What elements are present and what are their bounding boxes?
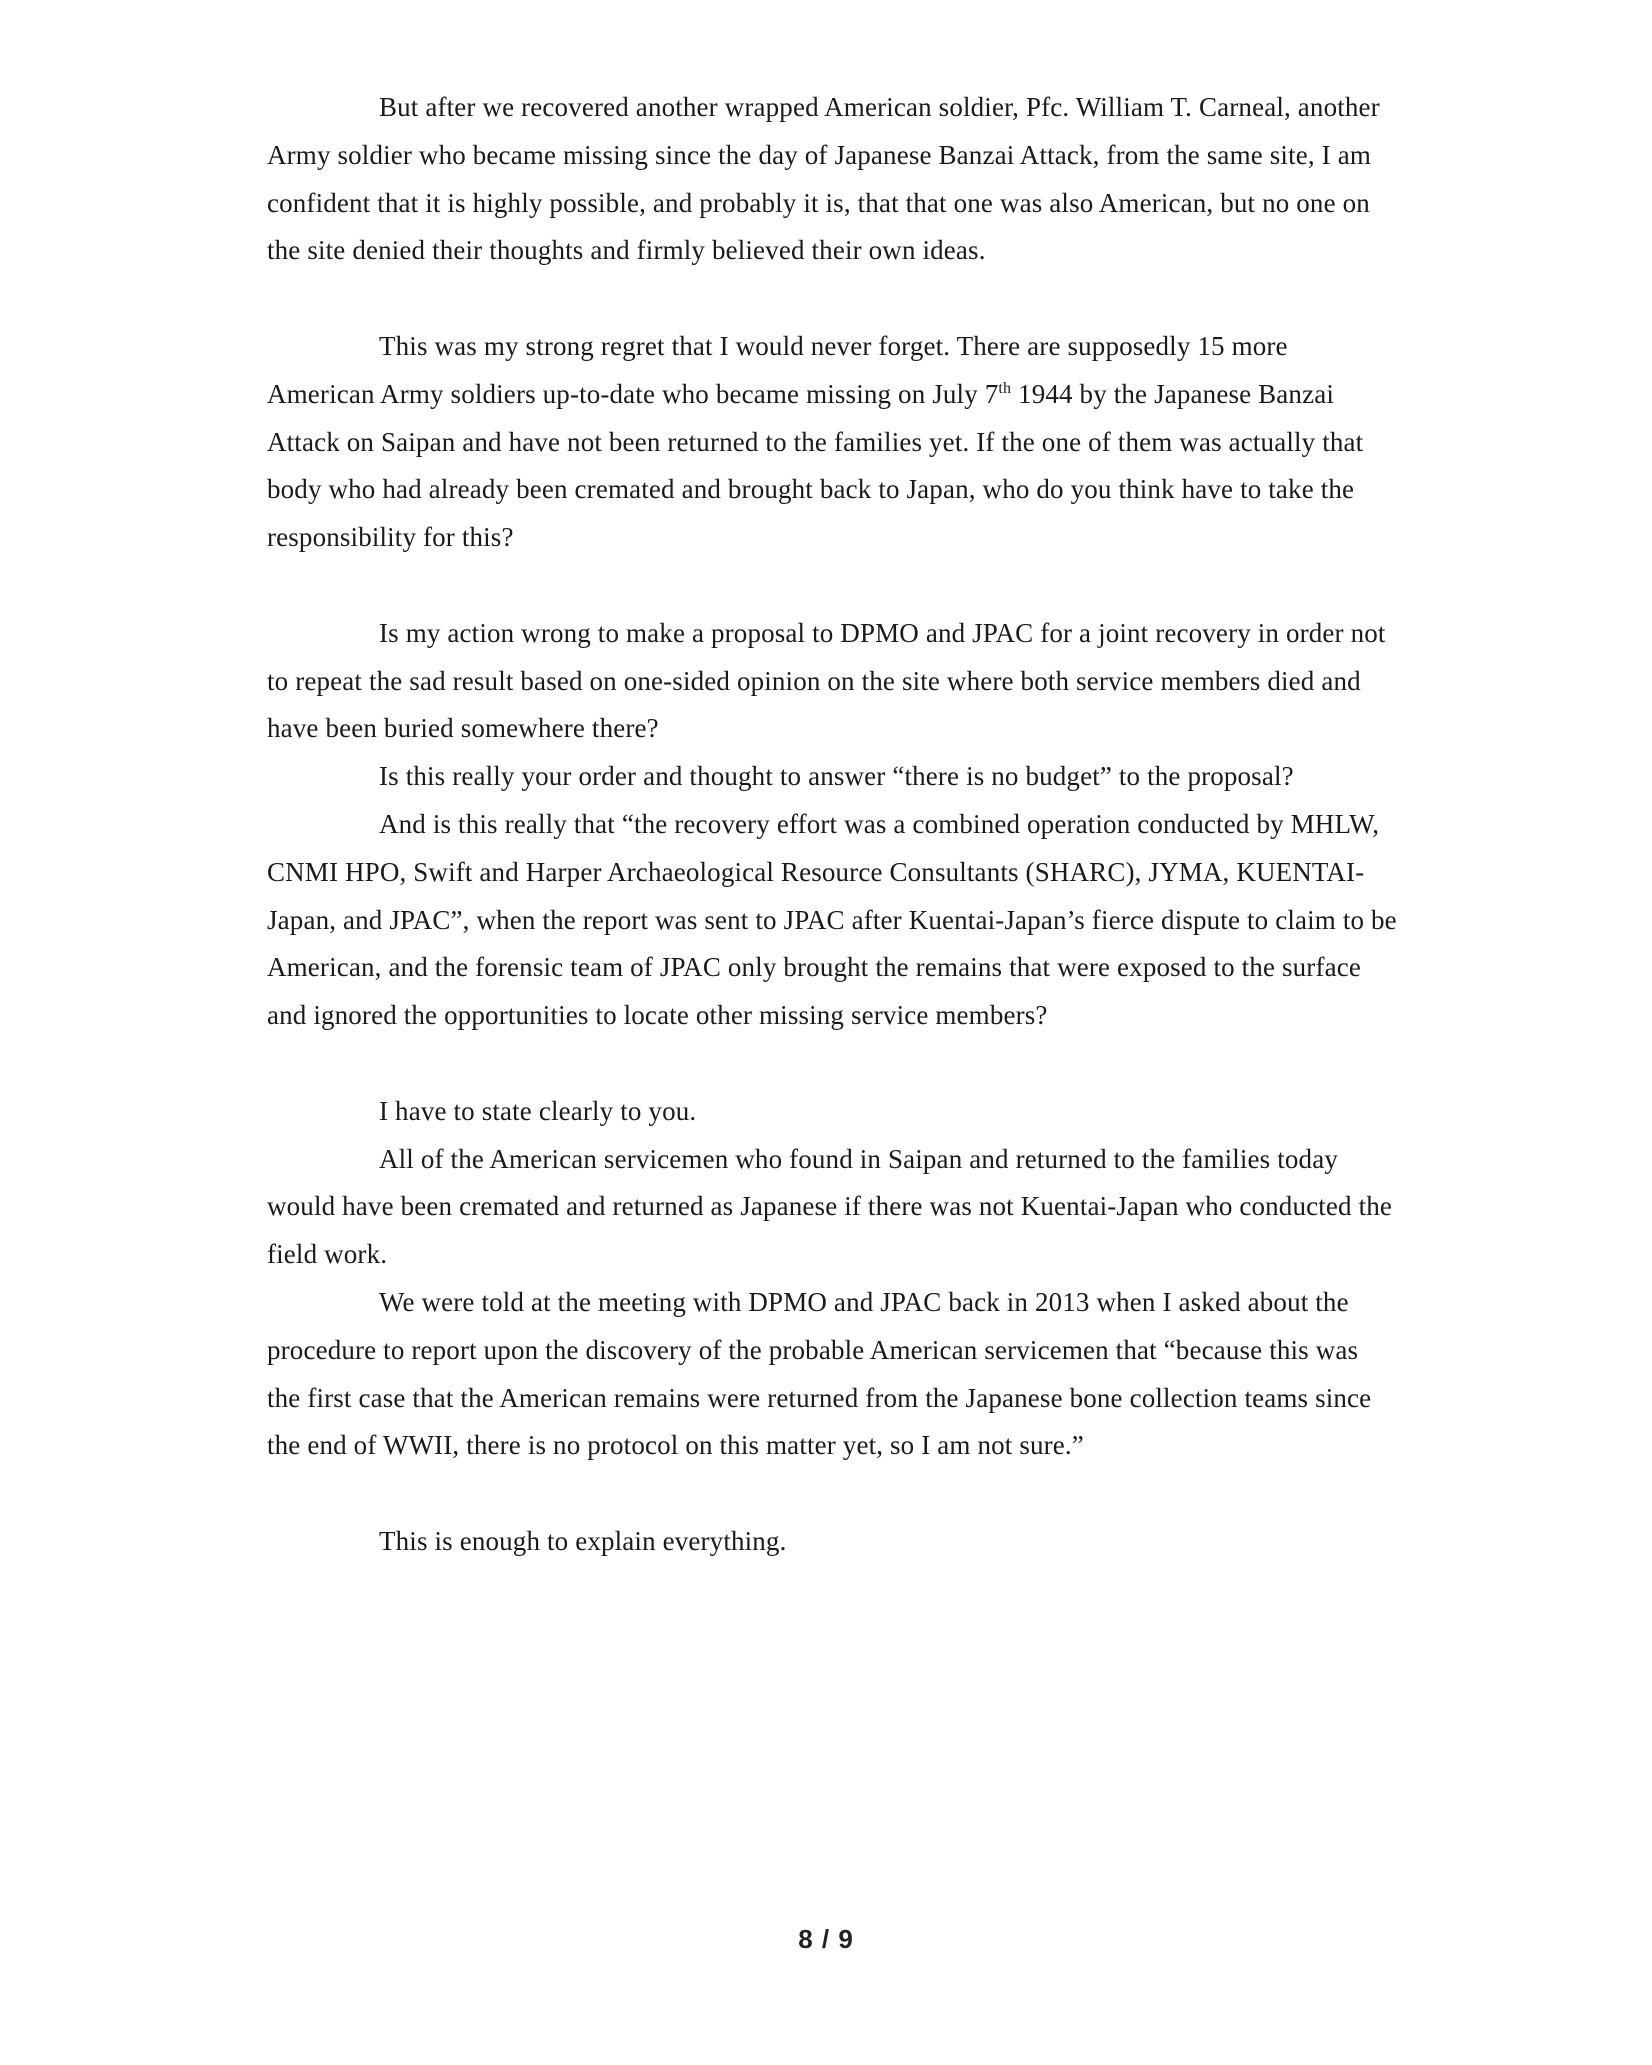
paragraph-strong-regret-part2: 1944 by the Japanese Banzai Attack on Saipan and have not been returned to the families yet. If the one of them was actually that body who had already been cremated and brought back to Japan, who do you think have to take the responsibility for this?	[267, 378, 1364, 553]
paragraph-gap	[267, 1470, 1397, 1518]
paragraph-conclusion: This is enough to explain everything.	[379, 1525, 787, 1556]
ordinal-superscript: th	[998, 379, 1012, 397]
paragraph-strong-regret-part1: This was my strong regret that I would never forget. There are supposedly 15 more American Army soldiers up-to-date who became missing on July 7	[267, 330, 1288, 409]
paragraph-combined-operation: And is this really that “the recovery effort was a combined operation conducted by MHLW, CNMI HPO, Swift and Harper Archaeological Resource Consultants (SHARC), JYMA, KUENTAI-Japan, and JPAC”, when the report was sent to JPAC after Kuentai-Japan’s fierce dispute to claim to be American, and the forensic team of JPAC only brought the remains that were exposed to the surface and ignored the opportunities to locate other missing service members?	[267, 808, 1397, 1031]
paragraph-meeting-2013: We were told at the meeting with DPMO and JPAC back in 2013 when I asked about the procedure to report upon the discovery of the probable American servicemen that “because this was the first case that the American remains were returned from the Japanese bone collection teams since the end of WWII, there is no protocol on this matter yet, so I am not sure.”	[267, 1286, 1372, 1461]
paragraph-gap	[267, 275, 1397, 323]
paragraph-carneal-recovery: But after we recovered another wrapped American soldier, Pfc. William T. Carneal, another Army soldier who became missing since the day of Japanese Banzai Attack, from the same site, I am confident that it is highly possible, and probably it is, that that one was also American, but no one on the site denied their thoughts and firmly believed their own ideas.	[267, 92, 1380, 266]
paragraph-strong-regret	[267, 323, 1397, 562]
paragraph-no-budget: Is this really your order and thought to answer “there is no budget” to the proposal?	[379, 761, 1294, 792]
paragraph-american-servicemen: All of the American servicemen who found in Saipan and returned to the families today would have been cremated and returned as Japanese if there was not Kuentai-Japan who conducted the field work.	[267, 1143, 1393, 1270]
page-number: 8 / 9	[798, 1924, 854, 1954]
paragraph-gap	[267, 562, 1397, 610]
paragraph-gap	[267, 1040, 1397, 1088]
paragraph-joint-recovery-proposal: Is my action wrong to make a proposal to DPMO and JPAC for a joint recovery in order not to repeat the sad result based on one-sided opinion on the site where both service members died and have been buried somewhere there?	[267, 617, 1386, 744]
paragraph-state-clearly: I have to state clearly to you.	[379, 1095, 697, 1126]
document-body	[267, 84, 1397, 1566]
